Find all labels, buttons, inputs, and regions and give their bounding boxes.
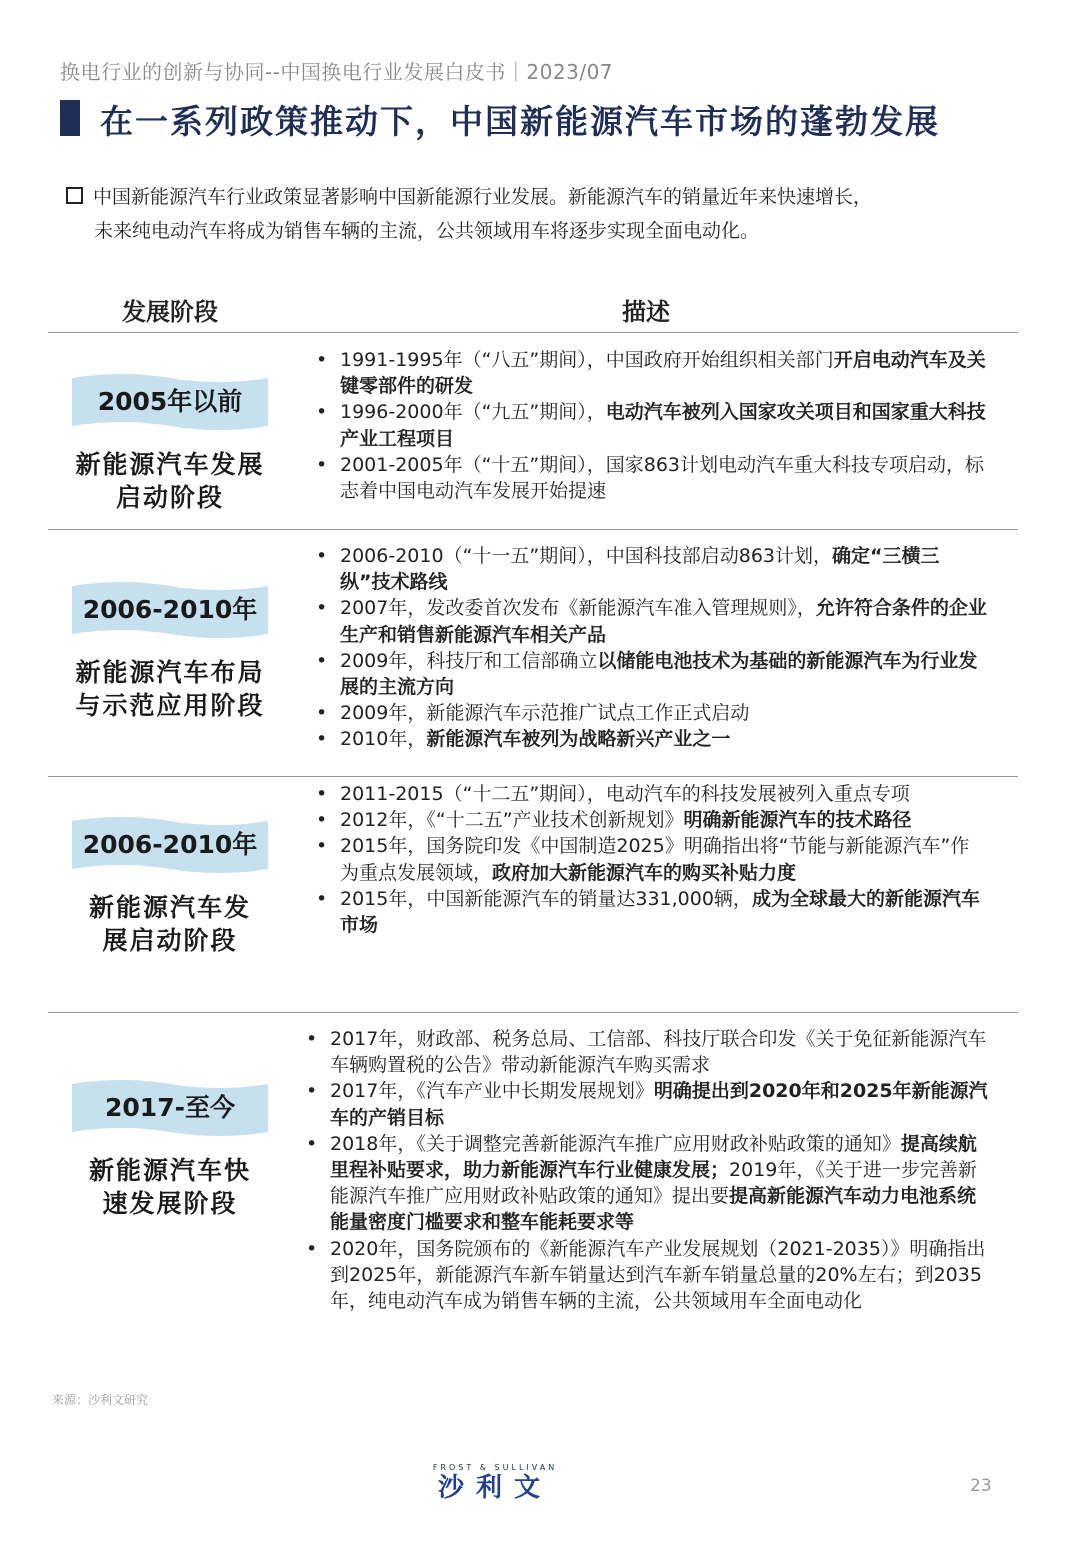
- stage-name: [60, 891, 280, 957]
- list-item: • 2012年，《“十二五”产业技术创新规划》明确新能源汽车的技术路径: [316, 807, 988, 833]
- stage-name-line: 新能源汽车发展: [75, 450, 265, 479]
- list-item: • 2015年，中国新能源汽车的销量达331,000辆，成为全球最大的新能源汽车市场: [316, 886, 988, 938]
- divider: [48, 776, 1018, 777]
- list-item: • 2009年，科技厅和工信部确立以储能电池技术为基础的新能源汽车为行业发展的主流方向: [316, 648, 988, 700]
- running-header: 换电行业的创新与协同--中国换电行业发展白皮书｜2023/07: [60, 60, 614, 84]
- list-item: • 2006-2010（“十一五”期间），中国科技部启动863计划，确定“三横三纵”技术路线: [316, 543, 988, 595]
- list-item: • 1996-2000年（“九五”期间），电动汽车被列入国家攻关项目和国家重大科技产业工程项目: [316, 399, 988, 451]
- list-item: • 2010年，新能源汽车被列为战略新兴产业之一: [316, 726, 988, 752]
- list-item: • 2009年，新能源汽车示范推广试点工作正式启动: [316, 700, 988, 726]
- list-item: • 1991-1995年（“八五”期间），中国政府开始组织相关部门开启电动汽车及关键零部件的研发: [316, 347, 988, 399]
- list-item: • 2015年，国务院印发《中国制造2025》明确指出将“节能与新能源汽车”作为重点发展领域，政府加大新能源汽车的购买补贴力度: [316, 833, 988, 885]
- page-title: 在一系列政策推动下，中国新能源汽车市场的蓬勃发展: [100, 102, 940, 141]
- list-item: • 2017年，财政部、税务总局、工信部、科技厅联合印发《关于免征新能源汽车车辆购置税的公告》带动新能源汽车购买需求: [306, 1026, 990, 1078]
- frost-sullivan-logo: [420, 1463, 570, 1504]
- intro-line-2: 未来纯电动汽车将成为销售车辆的主流，公共领域用车将逐步实现全面电动化。: [94, 220, 760, 242]
- stage-block: [60, 813, 280, 957]
- divider: [48, 332, 1018, 333]
- description-list: [316, 781, 988, 938]
- divider: [48, 1012, 1018, 1013]
- stage-name-line: 启动阶段: [115, 483, 224, 512]
- description-list: [316, 543, 988, 753]
- stage-block: [60, 370, 280, 514]
- column-header-stage: 发展阶段: [122, 298, 218, 326]
- period-label: 2005年以前: [97, 387, 243, 416]
- list-item: • 2020年，国务院颁布的《新能源汽车产业发展规划（2021-2035）》明确指出到2025年，新能源汽车新车销量达到汽车新车销量总量的20%左右；到2035年，纯电动汽车成为销售车辆的主流，公共领域用车全面电动化: [306, 1236, 990, 1315]
- period-banner: [72, 370, 268, 434]
- stage-block: [60, 578, 280, 722]
- divider: [48, 529, 1018, 530]
- stage-name-line: 新能源汽车发: [88, 893, 251, 922]
- intro-line-1: 中国新能源汽车行业政策显著影响中国新能源行业发展。新能源汽车的销量近年来快速增长，: [93, 186, 873, 208]
- logo-chinese: 沙利文: [437, 1473, 552, 1503]
- page-number: 23: [970, 1476, 992, 1496]
- list-item: • 2011-2015（“十二五”期间），电动汽车的科技发展被列入重点专项: [316, 781, 988, 807]
- period-label: 2006-2010年: [82, 830, 258, 859]
- stage-name-line: 与示范应用阶段: [75, 691, 265, 720]
- checkbox-bullet-icon: [66, 187, 83, 204]
- period-banner: [72, 1076, 268, 1140]
- stage-name-line: 新能源汽车快: [88, 1156, 251, 1185]
- period-banner: [72, 813, 268, 877]
- list-item: • 2017年，《汽车产业中长期发展规划》明确提出到2020年和2025年新能源汽车的产销目标: [306, 1078, 990, 1130]
- source-note: 来源：沙利文研究: [52, 1393, 149, 1407]
- period-banner: [72, 578, 268, 642]
- stage-name: [60, 656, 280, 722]
- stage-name-line: 新能源汽车布局: [75, 658, 265, 687]
- stage-name-line: 展启动阶段: [102, 926, 238, 955]
- period-label: 2017-至今: [105, 1093, 235, 1122]
- title-accent-bar: [60, 100, 80, 136]
- stage-name: [60, 1154, 280, 1220]
- list-item: • 2007年，发改委首次发布《新能源汽车准入管理规则》，允许符合条件的企业生产和销售新能源汽车相关产品: [316, 595, 988, 647]
- description-list: [306, 1026, 990, 1314]
- stage-block: [60, 1076, 280, 1220]
- stage-name: [60, 448, 280, 514]
- list-item: • 2018年，《关于调整完善新能源汽车推广应用财政补贴政策的通知》提高续航里程补贴要求，助力新能源汽车行业健康发展；2019年，《关于进一步完善新能源汽车推广应用财政补贴政策的通知》提出要提高新能源汽车动力电池系统能量密度门槛要求和整车能耗要求等: [306, 1131, 990, 1236]
- intro-text: [66, 180, 1016, 248]
- column-header-desc: 描述: [622, 298, 670, 326]
- stage-name-line: 速发展阶段: [102, 1189, 238, 1218]
- logo-english: FROST & SULLIVAN: [432, 1463, 558, 1472]
- list-item: • 2001-2005年（“十五”期间），国家863计划电动汽车重大科技专项启动，标志着中国电动汽车发展开始提速: [316, 452, 988, 504]
- description-list: [316, 347, 988, 504]
- period-label: 2006-2010年: [82, 595, 258, 624]
